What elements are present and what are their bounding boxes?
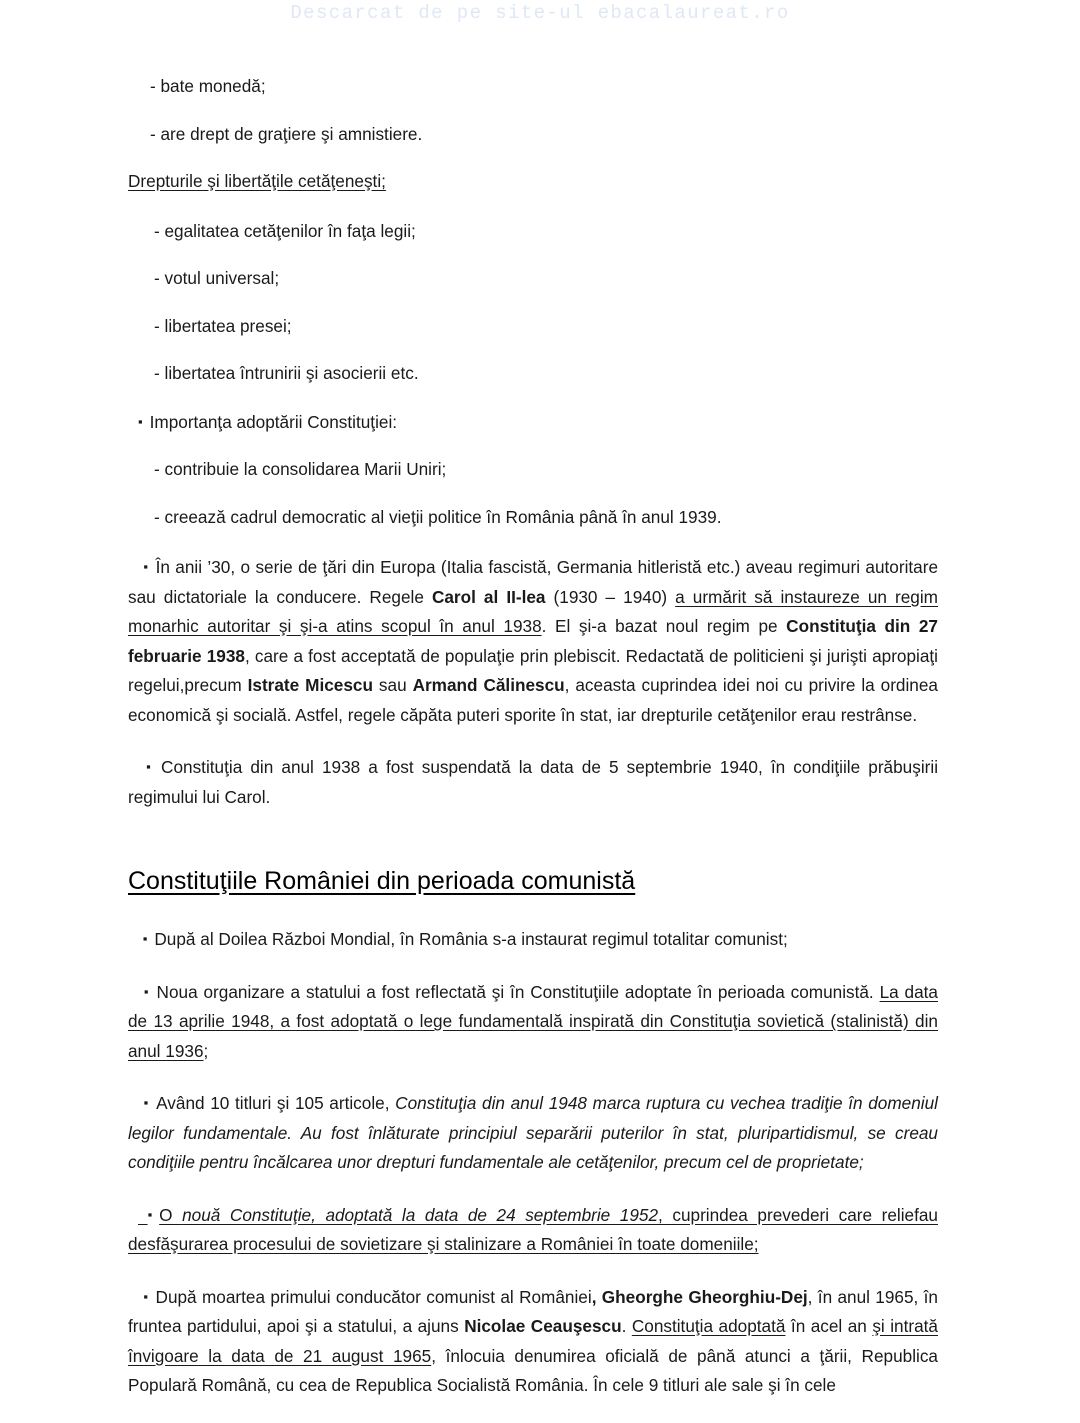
square-bullet-icon [146,757,161,777]
document-content [128,72,938,1423]
importance-heading-label: Importanţa adoptării Constituţiei: [149,411,398,432]
text-segment: , în anul 1965, în fruntea partidului, apoi şi a statului, a ajuns [128,1286,938,1336]
text-segment-bold: , Gheorghe Gheorghiu-Dej [591,1286,808,1307]
text-segment: După al Doilea Război Mondial, în România s-a instaurat regimul totalitar comunist; [154,929,788,949]
text-segment-italic: Constituţia din anul 1948 marca ruptura cu vechea tradiţie în domeniul legilor fundamentale. Au fost înlăturate principiul separării puterilor în stat, pluripartidismul, se creau condiţiile pentru încălcarea unor drepturi fundamentale ale cetăţenilor, precum cel de proprietate; [128,1093,938,1172]
square-bullet-icon [138,412,150,432]
text-segment: , înlocuia denumirea oficială de până atunci a ţării, Republica Populară Română, cu cea de Republica Socialistă România. În cele 9 titluri ale sale şi în cele [128,1345,938,1395]
paragraph-suspendare [128,752,938,812]
text-segment: În anii ’30, o serie de ţări din Europa (Italia fascistă, Germania hitleristă etc.) aveau regimuri autoritare sau dictatoriale la conducere. Regele [128,557,938,607]
paragraph-1965 [128,1282,938,1401]
text-segment: . [621,1316,632,1336]
text-segment-underline: La data de 13 aprilie 1948, a fost adoptată o lege fundamentală inspirată din Constituţia sovietică (stalinistă) din anul 1936 [128,981,938,1061]
list-item: - libertatea presei; [154,315,292,336]
text-segment: , aceasta cuprindea idei noi cu privire la ordinea economică şi socială. Astfel, regele căpăta puteri sporite în stat, iar drepturile cetăţenilor erau restrânse. [128,675,938,725]
text-segment: Constituţia din anul 1938 a fost suspendată la data de 5 septembrie 1940, în condiţiile prăbuşirii regimului lui Carol. [128,757,939,807]
list-item: - are drept de graţiere şi amnistiere. [150,123,423,144]
text-segment-italic: nouă Constituţie, adoptată la data de 24 septembrie 1952 [182,1204,659,1225]
rights-heading: Drepturile şi libertăţile cetăţeneşti; [128,171,386,191]
paragraph-1948 [128,977,938,1067]
text-segment-underline: şi intrată învigoare la data de 21 august 1965 [128,1316,938,1366]
list-item: - votul universal; [154,268,280,288]
text-segment-bold: Nicolae Ceauşescu [464,1316,622,1336]
text-segment: , cuprindea prevederi care reliefau desfăşurarea procesului de sovietizare şi stalinizare a României în toate domeniile; [128,1204,938,1254]
square-bullet-icon [144,1093,156,1113]
list-item: - libertatea întrunirii şi asocierii etc. [154,363,419,383]
text-segment: O [159,1204,183,1225]
text-segment: Având 10 titluri şi 105 articole, [156,1093,396,1113]
section-title: Constituţiile României din perioada comunistă [128,867,636,895]
text-segment: După moartea primului conducător comunist al României [155,1286,592,1307]
square-bullet-icon [143,929,155,949]
list-item: - creează cadrul democratic al vieţii politice în România până în anul 1939. [154,506,722,527]
paragraph-interwar [128,552,938,730]
text-segment: . El şi-a bazat noul regim pe [541,616,787,636]
paragraph-1948-italic [128,1088,938,1178]
text-segment-bold: Istrate Micescu [247,675,373,695]
text-segment: ; [203,1040,209,1061]
text-segment: (1930 – 1940) [545,586,676,607]
text-segment-underline: Constituţia adoptată [631,1316,786,1336]
text-segment-underline: a urmărit să instaureze un regim monarhic autoritar şi şi-a atins scopul în anul 1938 [128,586,938,636]
list-item: - egalitatea cetăţenilor în faţa legii; [154,220,416,241]
importance-heading [128,407,938,438]
square-bullet-icon [143,1287,155,1307]
paragraph-postwar [128,924,938,955]
list-item: - contribuie la consolidarea Marii Uniri; [154,459,447,479]
text-segment-bold: Armand Călinescu [412,675,565,695]
paragraph-1952 [128,1200,938,1260]
text-segment-bold: Carol al II-lea [431,586,546,607]
square-bullet-icon [148,1200,160,1231]
square-bullet-icon [143,557,155,577]
square-bullet-icon [144,982,157,1002]
text-segment: Noua organizare a statului a fost reflectată şi în Constituţiile adoptate în perioada comunistă. [156,981,880,1002]
text-segment-bold: Constituţia din 27 februarie 1938 [128,616,938,666]
list-item: - bate monedă; [150,76,266,96]
text-segment: în acel an [785,1316,873,1336]
text-segment: sau [372,675,413,695]
section-heading-wrapper [128,864,938,898]
text-segment: , care a fost acceptată de populaţie prin plebiscit. Redactată de politicieni şi jurişti apropiaţi regelui,precum [128,645,939,695]
watermark-text: Descarcat de pe site-ul ebacalaureat.ro [290,2,790,24]
